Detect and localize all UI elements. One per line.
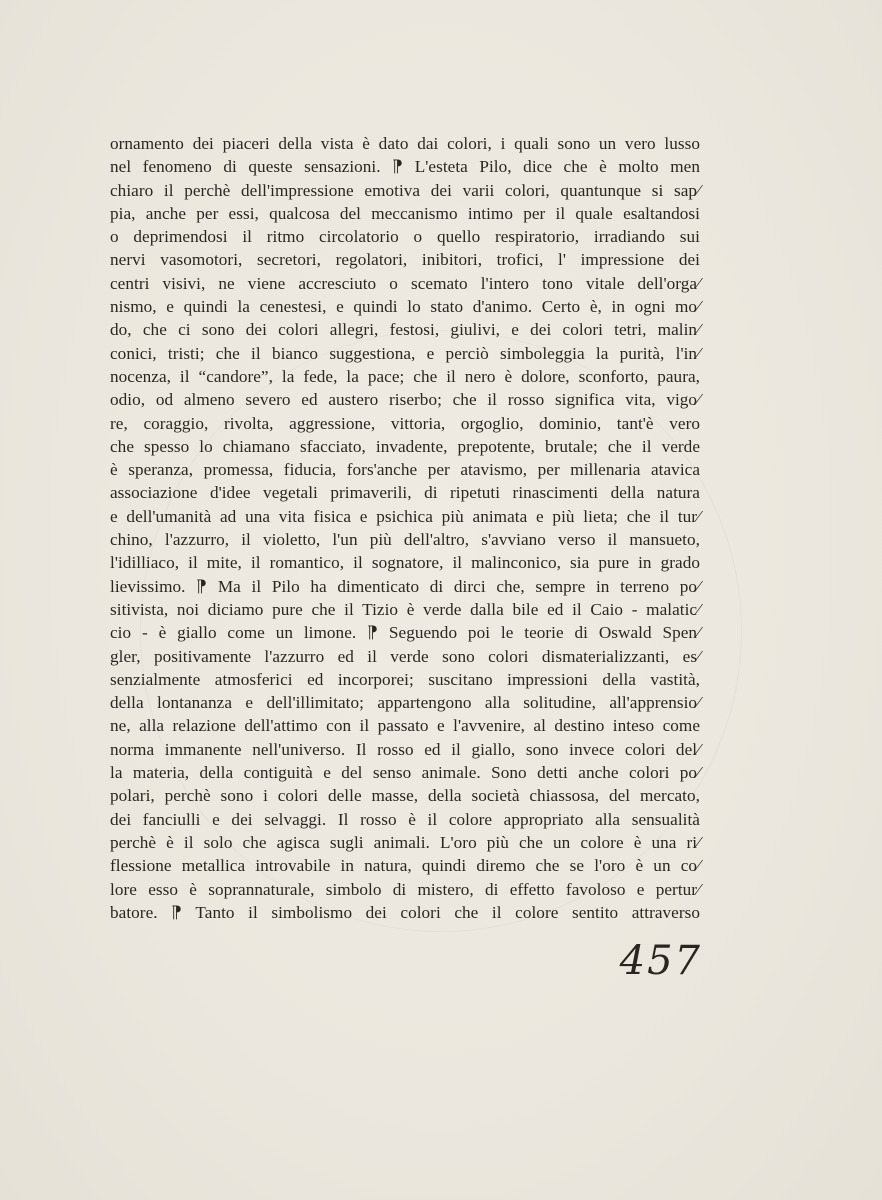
text-line: nel fenomeno di queste sensazioni. ⁋ L'esteta Pilo, dice che è molto men: [110, 157, 700, 177]
text-line: ornamento dei piaceri della vista è dato dai colori, i quali sono un vero lusso: [110, 134, 700, 153]
text-line: odio, od almeno severo ed austero riserbo; che il rosso significa vita, vigo⁄: [110, 390, 700, 410]
text-line: batore. ⁋ Tanto il simbolismo dei colori che il colore sentito attraverso: [110, 902, 700, 922]
text-line: è speranza, promessa, fiducia, fors'anche per atavismo, per millenaria atavica: [110, 460, 700, 480]
text-line: do, che ci sono dei colori allegri, festosi, giulivi, e dei colori tetri, malin⁄: [110, 320, 700, 340]
text-line: perchè è il solo che agisca sugli animali. L'oro più che un colore è una ri⁄: [110, 832, 700, 852]
body-text: [110, 132, 700, 924]
text-line: centri visivi, ne viene accresciuto o scemato l'intero tono vitale dell'orga⁄: [110, 273, 700, 293]
page-number: 457: [619, 938, 702, 984]
text-line: la materia, della contiguità e del senso animale. Sono detti anche colori po⁄: [110, 763, 700, 783]
text-line: nocenza, il “candore”, la fede, la pace; che il nero è dolore, sconforto, paura,: [110, 366, 700, 386]
text-line: o deprimendosi il ritmo circolatorio o quello respiratorio, irradiando sui: [110, 227, 700, 247]
text-line: cio - è giallo come un limone. ⁋ Seguendo poi le teorie di Oswald Spen⁄: [110, 623, 700, 643]
text-line: chino, l'azzurro, il violetto, l'un più dell'altro, s'avviano verso il mansueto,: [110, 530, 700, 550]
text-line: nervi vasomotori, secretori, regolatori, inibitori, trofici, l' impressione dei: [110, 250, 700, 270]
text-line: della lontananza e dell'illimitato; appartengono alla solitudine, all'apprensio⁄: [110, 693, 700, 713]
text-line: l'idilliaco, il mite, il romantico, il sognatore, il malinconico, sia pure in grado: [110, 553, 700, 573]
text-line: lore esso è soprannaturale, simbolo di mistero, di effetto favoloso e pertur⁄: [110, 879, 700, 899]
text-line: dei fanciulli e dei selvaggi. Il rosso è il colore appropriato alla sensualità: [110, 809, 700, 829]
text-line: senzialmente atmosferici ed incorporei; suscitano impressioni della vastità,: [110, 669, 700, 689]
text-line: e dell'umanità ad una vita fisica e psichica più animata e più lieta; che il tur⁄: [110, 506, 700, 526]
text-line: pia, anche per essi, qualcosa del meccanismo intimo per il quale esaltandosi: [110, 203, 700, 223]
text-line: polari, perchè sono i colori delle masse, della società chiassosa, del mercato,: [110, 786, 700, 806]
text-line: gler, positivamente l'azzurro ed il verde sono colori dismaterializzanti, es⁄: [110, 646, 700, 666]
text-line: associazione d'idee vegetali primaverili, di ripetuti rinascimenti della natura: [110, 483, 700, 503]
text-line: nismo, e quindi la cenestesi, e quindi lo stato d'animo. Certo è, in ogni mo⁄: [110, 297, 700, 317]
text-line: re, coraggio, rivolta, aggressione, vittoria, orgoglio, dominio, tant'è vero: [110, 413, 700, 433]
text-line: conici, tristi; che il bianco suggestiona, e perciò simboleggia la purità, l'in⁄: [110, 343, 700, 363]
text-line: chiaro il perchè dell'impressione emotiva dei varii colori, quantunque si sap⁄: [110, 180, 700, 200]
text-line: norma immanente nell'universo. Il rosso ed il giallo, sono invece colori del⁄: [110, 739, 700, 759]
text-line: lievissimo. ⁋ Ma il Pilo ha dimenticato di dirci che, sempre in terreno po⁄: [110, 576, 700, 596]
text-line: ne, alla relazione dell'attimo con il passato e l'avvenire, al destino inteso come: [110, 716, 700, 736]
text-line: flessione metallica introvabile in natura, quindi diremo che se l'oro è un co⁄: [110, 856, 700, 876]
text-line: sitivista, noi diciamo pure che il Tizio è verde dalla bile ed il Caio - malatic⁄: [110, 599, 700, 619]
text-line: che spesso lo chiamano sfacciato, invadente, prepotente, brutale; che il verde: [110, 436, 700, 456]
